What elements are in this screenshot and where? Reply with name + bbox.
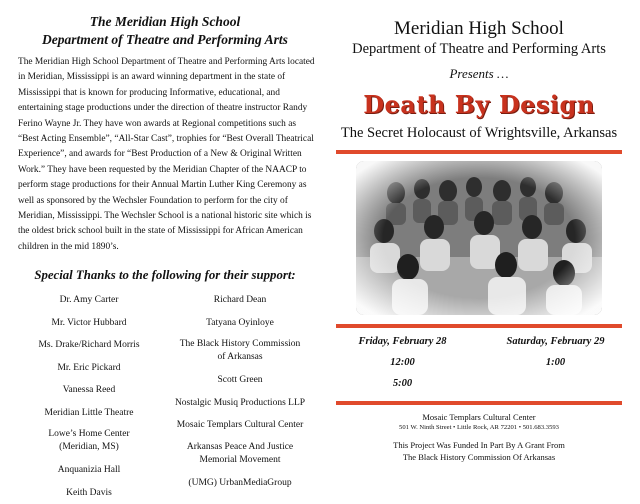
right-panel xyxy=(326,0,632,504)
thanks-name: Vanessa Reed xyxy=(62,385,116,396)
thanks-name: Anquanizia Hall xyxy=(57,465,121,476)
thanks-name: Keith Davis xyxy=(66,487,112,498)
thanks-name-line: The Black History Commission xyxy=(179,339,301,350)
thanks-column-1 xyxy=(14,289,164,504)
date-label: Friday, February 28 xyxy=(358,336,447,347)
thanks-name-line: Arkansas Peace And Justice xyxy=(186,441,294,452)
show-subtitle: The Secret Holocaust of Wrightsville, Arkansas xyxy=(340,125,618,141)
thanks-name: Nostalgic Musiq Productions LLP xyxy=(174,397,306,408)
date-saturday xyxy=(479,336,632,389)
presents-text: Presents … xyxy=(449,66,509,81)
thanks-name: Mosaic Templars Cultural Center xyxy=(176,420,304,431)
venue-name: Mosaic Templars Cultural Center xyxy=(422,412,536,422)
thanks-list xyxy=(14,289,316,504)
thanks-name-two-line xyxy=(164,338,316,364)
thanks-name: Mr. Victor Hubbard xyxy=(51,317,127,328)
thanks-name: (UMG) UrbanMediaGroup xyxy=(188,477,292,488)
performance-dates xyxy=(326,336,632,389)
group-photo-image xyxy=(356,161,602,315)
thanks-name: Meridian Little Theatre xyxy=(44,407,134,418)
date-friday xyxy=(326,336,479,389)
thanks-column-2 xyxy=(164,289,316,504)
thanks-name: Richard Dean xyxy=(213,295,267,306)
funding-line: The Black History Commission Of Arkansas xyxy=(402,452,556,462)
show-time: 1:00 xyxy=(545,357,566,368)
thanks-name-two-line xyxy=(14,428,164,454)
date-label: Saturday, February 29 xyxy=(506,336,605,347)
thanks-name-two-line xyxy=(164,441,316,467)
thanks-name-line: (Meridian, MS) xyxy=(59,442,119,453)
venue-address: 501 W. Ninth Street • Little Rock, AR 72201 • 501.683.3593 xyxy=(399,424,559,431)
left-title xyxy=(14,13,316,49)
divider xyxy=(336,324,622,328)
left-title-line1: The Meridian High School xyxy=(89,14,241,29)
school-name: Meridian High School xyxy=(394,18,564,39)
thanks-name: Ms. Drake/Richard Morris xyxy=(38,340,140,351)
show-time: 5:00 xyxy=(392,378,413,389)
thanks-name: Dr. Amy Carter xyxy=(59,295,119,306)
thanks-name: Mr. Eric Pickard xyxy=(57,362,121,373)
thanks-name: Tatyana Oyinloye xyxy=(206,317,274,328)
thanks-name-line: of Arkansas xyxy=(217,352,263,363)
about-paragraph: The Meridian High School Department of Theatre and Performing Arts located in Meridian, Mississippi is an award winning department in the state of Mississippi that is known for producing Informative, educational, and entertaining stage productions under the direction of theatre instructor Randy Ferino Wayne Jr. They have won awards at Regional competitions such as “Best Acting Ensemble”, “All-Star Cast”, trophies for “Best Overall Theatrical Experience”, and awards for “Best Production of a New & Original Written Work.” They have been requested by the Meridian Chapter of the NAACP to perform stage productions for their Annual Martin Luther King Ceremony as well as sponsored by the Wechsler Foundation to perform for the city of Meridian, Mississippi. The Wechsler School is a national historic site which is the oldest brick school built in the state of Mississippi for African American children in the mid 1890’s. xyxy=(18,57,315,252)
show-time: 12:00 xyxy=(390,357,415,368)
thanks-name: Scott Green xyxy=(217,375,263,386)
show-title: Death By Design xyxy=(363,90,595,119)
funding-note xyxy=(326,439,632,463)
divider xyxy=(336,150,622,154)
thanks-title: Special Thanks to the following for their support: xyxy=(34,268,296,283)
thanks-name-line: Memorial Movement xyxy=(199,454,281,465)
department-name: Department of Theatre and Performing Arts xyxy=(352,41,606,57)
divider xyxy=(336,401,622,405)
left-title-line2: Department of Theatre and Performing Arts xyxy=(42,32,288,47)
funding-line: This Project Was Funded In Part By A Grant From xyxy=(393,440,565,450)
historical-photo xyxy=(356,161,602,315)
thanks-name-line: Lowe’s Home Center xyxy=(48,429,130,440)
left-panel xyxy=(14,0,316,504)
